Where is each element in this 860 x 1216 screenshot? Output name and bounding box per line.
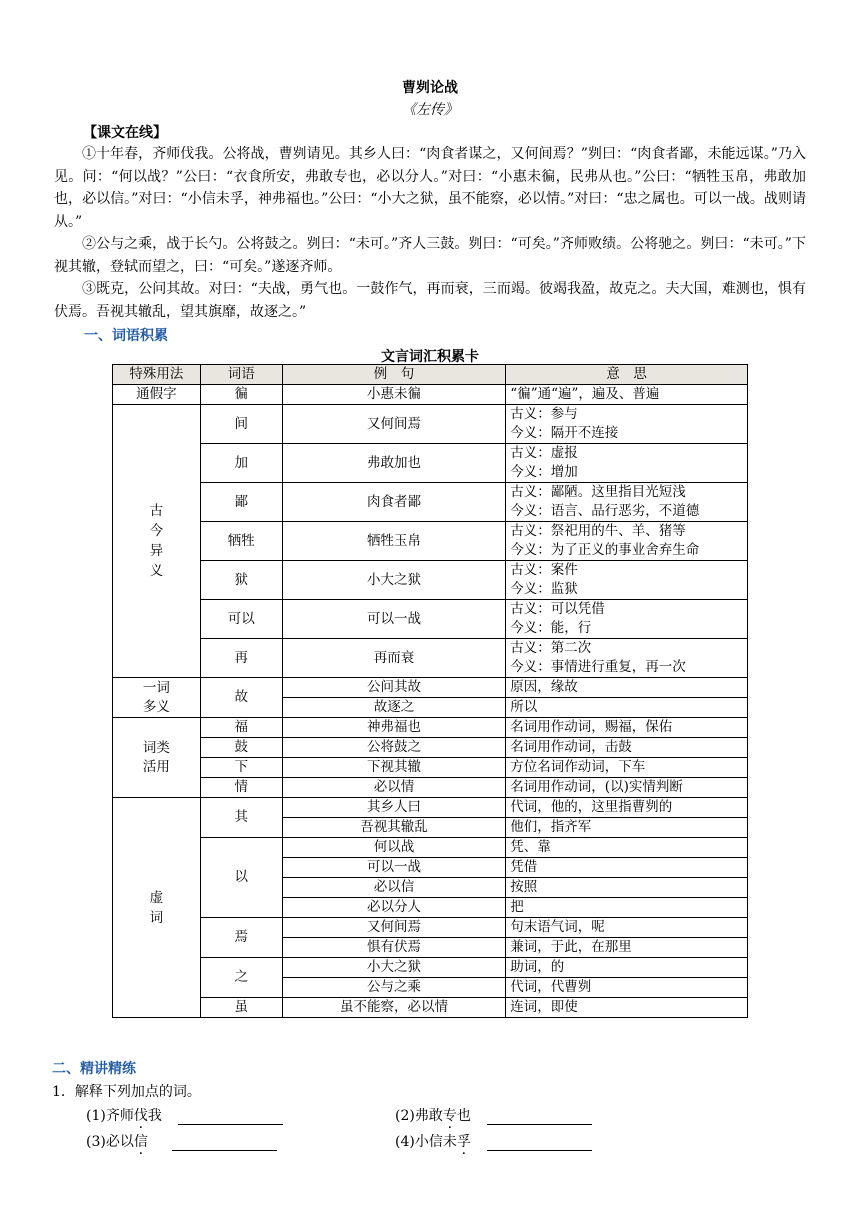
word-cell: 再 [200,639,282,678]
table-row [113,918,748,938]
item-text: 小信未 [414,1134,457,1150]
vocab-table [112,364,748,1018]
example-cell: 公与之乘 [282,978,506,998]
table-row [113,958,748,978]
meaning-cell: 名词用作动词，赐福，保佑 [506,718,748,738]
meaning-old: 古义：祭祀用的牛、羊、猪等 [510,523,686,539]
meaning-cell: 名词用作动词，(以)实情判断 [506,778,748,798]
meaning-cell: 他们，指齐军 [506,818,748,838]
meaning-new: 今义：能，行 [510,620,592,636]
dotted-word: 伐 [133,1108,148,1124]
example-cell: 小大之狱 [282,561,506,600]
meaning-cell [506,522,748,561]
item-text: 弗敢 [414,1108,443,1124]
meaning-cell [506,405,748,444]
category-label: 一词 [142,679,170,696]
example-cell: 再而衰 [282,639,506,678]
word-cell: 加 [200,444,282,483]
example-cell: 下视其辙 [282,758,506,778]
word-cell: 情 [200,778,282,798]
category-label: 虚词 [149,889,164,926]
table-row [113,600,748,639]
example-cell: 必以信 [282,878,506,898]
vocab-card-title: 文言词汇积累卡 [381,349,479,365]
meaning-old: 古义：第二次 [510,640,592,656]
meaning-cell: 助词，的 [506,958,748,978]
meaning-cell: 原因，缘故 [506,678,748,698]
paragraph-2: ②公与之乘，战于长勺。公将鼓之。刿曰：“未可。”齐人三鼓。刿曰：“可矣。”齐师败绩。公将驰之。刿曰：“未可。”下视其辙，登轼而望之，曰：“可矣。”遂逐齐师。 [54,236,806,275]
meaning-new: 今义：语言、品行恶劣，不道德 [510,503,700,519]
exercise-item-3 [86,1131,277,1151]
word-cell: 下 [200,758,282,778]
word-cell: 以 [200,838,282,918]
section-online-heading: 【课文在线】 [83,125,167,141]
example-cell: 吾视其辙乱 [282,818,506,838]
example-cell: 故逐之 [282,698,506,718]
example-cell: 可以一战 [282,858,506,878]
meaning-cell: 按照 [506,878,748,898]
table-row [113,385,748,405]
meaning-cell: 方位名词作动词，下车 [506,758,748,778]
item-number: (4) [395,1134,415,1150]
meaning-old: 古义：案件 [510,562,578,578]
word-cell: 其 [200,798,282,838]
table-row [113,758,748,778]
exercise-item-2 [395,1105,592,1125]
answer-blank[interactable] [487,1136,592,1151]
category-cell-duoyi [113,678,201,718]
example-cell: 必以情 [282,778,506,798]
question-1: 1．解释下列加点的词。 [52,1084,201,1100]
dotted-word: 专 [442,1108,457,1124]
word-cell: 间 [200,405,282,444]
meaning-new: 今义：隔开不连接 [510,425,619,441]
meaning-cell: 代词，代曹刿 [506,978,748,998]
example-cell: 牺牲玉帛 [282,522,506,561]
meaning-cell: 把 [506,898,748,918]
word-cell: 鄙 [200,483,282,522]
word-cell: 福 [200,718,282,738]
example-cell: 惧有伏焉 [282,938,506,958]
category-cell: 通假字 [113,385,201,405]
table-row [113,718,748,738]
item-number: (2) [395,1108,415,1124]
meaning-cell: 凭借 [506,858,748,878]
meaning-cell: “徧”通“遍”，遍及、普遍 [506,385,748,405]
table-row [113,444,748,483]
item-text: 也 [456,1108,471,1124]
meaning-cell [506,483,748,522]
answer-blank[interactable] [178,1110,283,1125]
meaning-cell: 所以 [506,698,748,718]
meaning-new: 今义：增加 [510,464,578,480]
paragraph-1: ①十年春，齐师伐我。公将战，曹刿请见。其乡人曰：“肉食者谋之，又何间焉？”刿曰：“肉食者鄙，未能远谋。”乃入见。问：“何以战？”公曰：“衣食所安，弗敢专也，必以分人。”对曰：“小惠未徧，民弗从也。”公曰：“牺牲玉帛，弗敢加也，必以信。”对曰：“小信未孚，神弗福也。”公曰：“小大之狱，虽不能察，必以情。”对曰：“忠之属也。可以一战。战则请从。” [54,146,806,230]
meaning-old: 古义：虚报 [510,445,578,461]
item-text: 齐师 [105,1108,134,1124]
category-label: 词类 [142,739,170,756]
table-header-row [113,365,748,385]
column-header: 词语 [200,365,282,385]
table-row [113,678,748,698]
example-cell: 弗敢加也 [282,444,506,483]
meaning-cell: 名词用作动词，击鼓 [506,738,748,758]
category-cell-gujin [113,405,201,678]
word-cell: 可以 [200,600,282,639]
category-label: 多义 [142,698,170,715]
example-cell: 肉食者鄙 [282,483,506,522]
meaning-cell: 凭、靠 [506,838,748,858]
meaning-cell [506,561,748,600]
meaning-cell: 代词，他的，这里指曹刿的 [506,798,748,818]
table-row [113,738,748,758]
column-header: 特殊用法 [113,365,201,385]
paragraph-3: ③既克，公问其故。对曰：“夫战，勇气也。一鼓作气，再而衰，三而竭。彼竭我盈，故克之。夫大国，难测也，惧有伏焉。吾视其辙乱，望其旗靡，故逐之。” [54,281,806,320]
table-row [113,998,748,1018]
meaning-cell: 连词，即使 [506,998,748,1018]
example-cell: 公将鼓之 [282,738,506,758]
meaning-cell: 兼词，于此，在那里 [506,938,748,958]
category-cell-huoyong [113,718,201,798]
example-cell: 何以战 [282,838,506,858]
table-row [113,561,748,600]
meaning-cell [506,600,748,639]
word-cell: 焉 [200,918,282,958]
column-header: 例 句 [282,365,506,385]
table-row [113,798,748,818]
section-1-heading: 一、词语积累 [84,328,168,344]
example-cell: 必以分人 [282,898,506,918]
table-row [113,639,748,678]
word-cell: 鼓 [200,738,282,758]
column-header: 意 思 [506,365,748,385]
meaning-new: 今义：为了正义的事业舍弃生命 [510,542,700,558]
category-cell-xuci [113,798,201,1018]
word-cell: 故 [200,678,282,718]
dotted-word: 信 [133,1134,148,1150]
item-number: (1) [86,1108,106,1124]
example-cell: 小大之狱 [282,958,506,978]
meaning-cell: 句末语气词，呢 [506,918,748,938]
table-row [113,405,748,444]
example-cell: 又何间焉 [282,918,506,938]
dotted-word: 孚 [456,1134,471,1150]
table-row [113,483,748,522]
exercise-item-4 [395,1131,592,1151]
word-cell: 牺牲 [200,522,282,561]
page-title: 曹刿论战 [402,80,458,96]
category-label: 古今异义 [149,503,164,579]
example-cell: 可以一战 [282,600,506,639]
meaning-new: 今义：监狱 [510,581,578,597]
table-row [113,838,748,858]
item-text: 我 [147,1108,162,1124]
category-label: 活用 [142,758,170,775]
table-row [113,778,748,798]
meaning-old: 古义：参与 [510,406,578,422]
meaning-old: 古义：鄙陋。这里指目光短浅 [510,484,686,500]
word-cell: 徧 [200,385,282,405]
page-subtitle: 《左传》 [402,102,458,118]
exercise-item-1 [86,1105,283,1125]
section-2-heading: 二、精讲精练 [52,1061,136,1077]
word-cell: 狱 [200,561,282,600]
answer-blank[interactable] [172,1136,277,1151]
example-cell: 又何间焉 [282,405,506,444]
table-row [113,522,748,561]
word-cell: 虽 [200,998,282,1018]
example-cell: 小惠未徧 [282,385,506,405]
meaning-new: 今义：事情进行重复，再一次 [510,659,686,675]
word-cell: 之 [200,958,282,998]
answer-blank[interactable] [487,1110,592,1125]
example-cell: 其乡人曰 [282,798,506,818]
item-text: 必以 [105,1134,134,1150]
example-cell: 神弗福也 [282,718,506,738]
meaning-old: 古义：可以凭借 [510,601,605,617]
meaning-cell [506,639,748,678]
meaning-cell [506,444,748,483]
item-number: (3) [86,1134,106,1150]
example-cell: 虽不能察，必以情 [282,998,506,1018]
example-cell: 公问其故 [282,678,506,698]
